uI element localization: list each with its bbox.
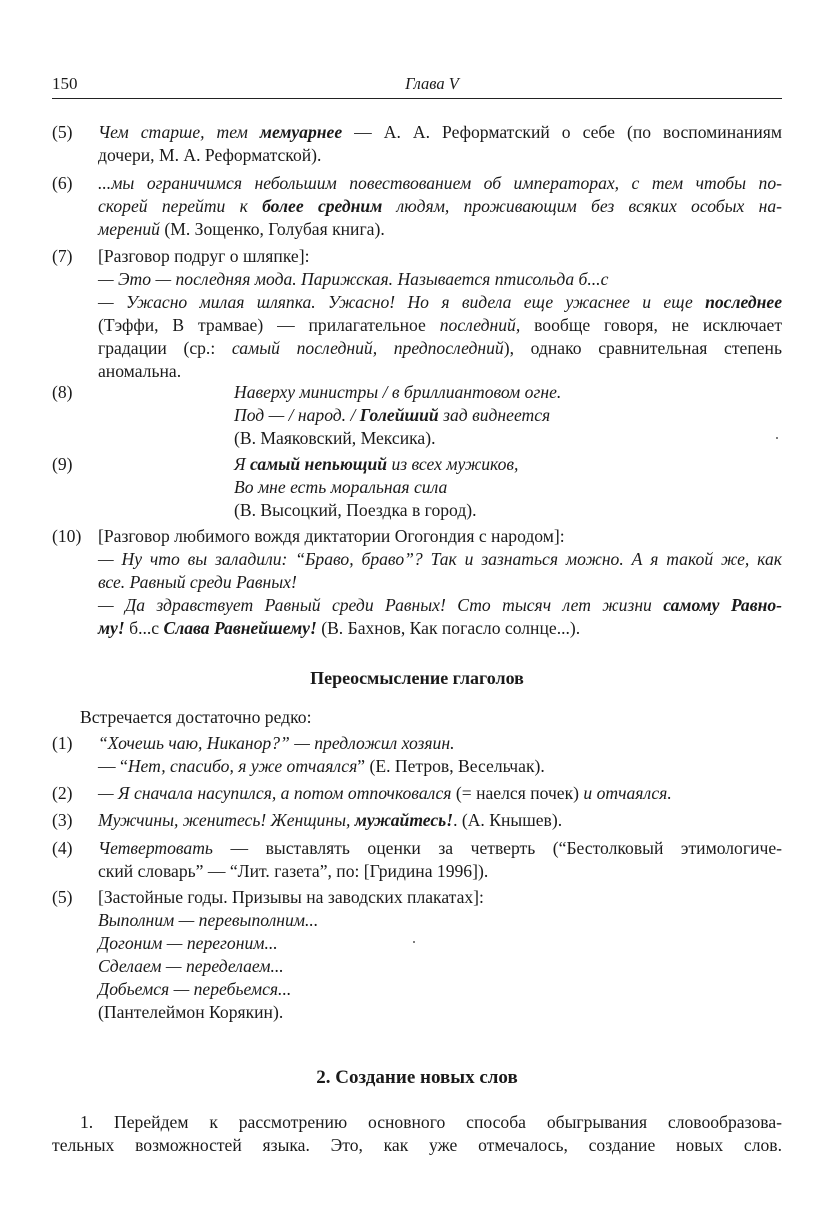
example-text xyxy=(98,809,782,832)
example-number: (6) xyxy=(52,173,73,193)
text-line: [Разговор любимого вождя диктатории Огогондия с народом]: xyxy=(98,526,565,546)
text-line: — “Нет, спасибо, я уже отчаялся” (Е. Петров, Весельчак). xyxy=(98,756,545,776)
scan-speck xyxy=(776,437,778,439)
example-item xyxy=(52,453,782,522)
final-paragraph xyxy=(52,1111,782,1157)
section-heading: Переосмысление глаголов xyxy=(310,668,524,688)
text-line: дочери, М. А. Реформатской). xyxy=(98,145,322,165)
example-text xyxy=(98,172,782,241)
text-line: все. Равный среди Равных! xyxy=(98,572,297,592)
text-line: (В. Маяковский, Мексика). xyxy=(234,428,436,448)
text-line: Мужчины, женитесь! Женщины, мужайтесь!. (А. Кнышев). xyxy=(98,810,563,830)
text-line: Я самый непьющий из всех мужиков, xyxy=(234,454,519,474)
text-line: му! б...с Слава Равнейшему! (В. Бахнов, Как погасло солнце...). xyxy=(98,618,581,638)
text-line: — Ну что вы заладили: “Браво, браво”? Так и зазнаться можно. А я такой же, как xyxy=(98,549,782,569)
paragraph-line: тельных возможностей языка. Это, как уже отмечалось, создание новых слов. xyxy=(52,1135,782,1155)
example-item xyxy=(52,732,782,778)
example-item xyxy=(52,886,782,1024)
example-number: (4) xyxy=(52,838,73,858)
example-text xyxy=(98,245,782,383)
page-number: 150 xyxy=(52,74,78,93)
chapter-title: Глава V xyxy=(405,74,459,93)
example-number: (9) xyxy=(52,454,73,474)
text-line: Под — / народ. / Голейший зад виднеется xyxy=(234,405,551,425)
example-number: (7) xyxy=(52,246,73,266)
text-line: мерений (М. Зощенко, Голубая книга). xyxy=(98,219,385,239)
text-line: градации (ср.: самый последний, предпоследний), однако сравнительная степень xyxy=(98,338,782,358)
text-line: Наверху министры / в бриллиантовом огне. xyxy=(234,382,562,402)
text-line: — Да здравствует Равный среди Равных! Сто тысяч лет жизни самому Равно- xyxy=(98,595,782,615)
paragraph-line: 1. Перейдем к рассмотрению основного способа обыгрывания словообразова- xyxy=(80,1112,782,1132)
example-text xyxy=(98,886,782,1024)
text-line: Во мне есть моральная сила xyxy=(234,477,448,497)
text-line: Выполним — перевыполним... xyxy=(98,910,319,930)
example-item xyxy=(52,121,782,167)
running-header xyxy=(52,70,782,99)
example-text xyxy=(98,121,782,167)
example-item xyxy=(52,782,782,805)
example-item xyxy=(52,381,782,450)
example-text xyxy=(98,782,782,805)
text-line: Четвертовать — выставлять оценки за четверть (“Бестолковый этимологиче- xyxy=(98,838,782,858)
text-line: (В. Высоцкий, Поездка в город). xyxy=(234,500,477,520)
text-line: (Пантелеймон Корякин). xyxy=(98,1002,284,1022)
example-text xyxy=(98,525,782,640)
text-line: [Застойные годы. Призывы на заводских плакатах]: xyxy=(98,887,484,907)
example-number: (5) xyxy=(52,122,73,142)
example-number: (8) xyxy=(52,382,73,402)
example-item xyxy=(52,172,782,241)
example-number: (2) xyxy=(52,783,73,803)
text-line: ...мы ограничимся небольшим повествованием об императорах, с тем чтобы по- xyxy=(98,173,782,193)
example-number: (3) xyxy=(52,810,73,830)
example-item xyxy=(52,525,782,640)
example-text xyxy=(98,837,782,883)
text-line: [Разговор подруг о шляпке]: xyxy=(98,246,310,266)
text-line: аномальна. xyxy=(98,361,182,381)
text-line: ский словарь” — “Лит. газета”, по: [Гридина 1996]). xyxy=(98,861,489,881)
example-text xyxy=(98,732,782,778)
text-line: скорей перейти к более средним людям, проживающим без всяких особых на- xyxy=(98,196,782,216)
intro-text: Встречается достаточно редко: xyxy=(80,707,312,727)
example-item xyxy=(52,837,782,883)
text-line: Догоним — перегоним... xyxy=(98,933,278,953)
text-line: — Ужасно милая шляпка. Ужасно! Но я видела еще ужаснее и еще последнее xyxy=(98,292,782,312)
example-number: (1) xyxy=(52,733,73,753)
example-item xyxy=(52,245,782,383)
text-line: “Хочешь чаю, Никанор?” — предложил хозяин. xyxy=(98,733,455,753)
scan-speck xyxy=(413,941,415,943)
example-number: (10) xyxy=(52,526,82,546)
text-line: Чем старше, тем мемуарнее — А. А. Реформатский о себе (по воспоминаниям xyxy=(98,122,782,142)
text-line: Добьемся — перебьемся... xyxy=(98,979,292,999)
text-line: — Это — последняя мода. Парижская. Называется птисольда б...с xyxy=(98,269,609,289)
text-line: Сделаем — переделаем... xyxy=(98,956,284,976)
example-text xyxy=(234,453,782,522)
text-line: (Тэффи, В трамвае) — прилагательное последний, вообще говоря, не исключает xyxy=(98,315,783,335)
example-number: (5) xyxy=(52,887,73,907)
example-text xyxy=(234,381,782,450)
example-item xyxy=(52,809,782,832)
text-line: — Я сначала насупился, а потом отпочковался (= наелся почек) и отчаялся. xyxy=(98,783,672,803)
section2-heading: 2. Создание новых слов xyxy=(316,1067,518,1088)
